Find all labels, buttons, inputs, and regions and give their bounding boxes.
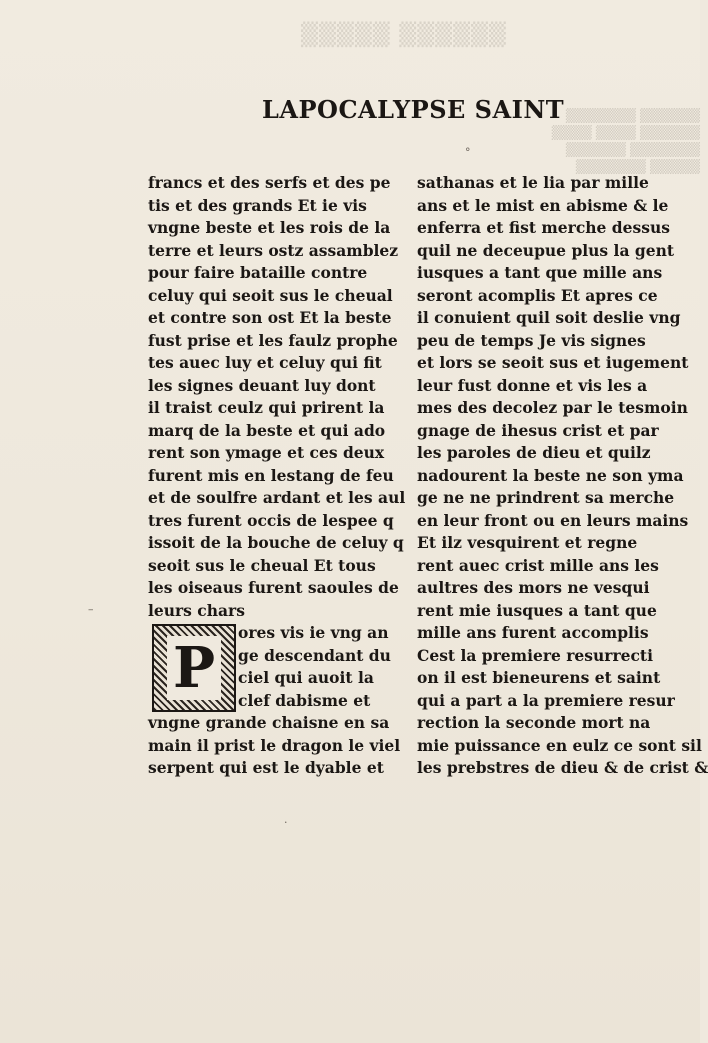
text-line: celuy qui seoit sus le cheual [148, 285, 393, 305]
text-line: rent auec crist mille ans les [417, 555, 659, 575]
text-line: quil ne deceupue plus la gent [417, 240, 675, 260]
text-line: seoit sus le cheual Et tous [148, 555, 376, 575]
text-line: vngne grande chaisne en sa [148, 713, 390, 732]
text-line: francs et des serfs et des pe [148, 173, 391, 192]
show-through-text: ▒▒▒▒▒▒ ▒▒▒▒▒▒▒ ▒▒▒▒▒▒ ▒▒▒▒ ▒▒▒▒ ▒▒▒▒▒▒▒ ▒▒▒▒▒▒ ▒▒▒▒▒ ▒▒▒▒▒▒▒ [551, 109, 700, 175]
running-head: LAPOCALYPSE SAINT [262, 95, 565, 124]
text-line: Et ilz vesquirent et regne [417, 533, 638, 552]
text-line: marq de la beste et qui ado [148, 420, 386, 440]
text-line: issoit de la bouche de celuy q [148, 533, 404, 552]
text-line: en leur front ou en leurs mains [417, 510, 689, 530]
text-line: terre et leurs ostz assamblez [148, 240, 399, 260]
text-line: gnage de ihesus crist et par [417, 420, 659, 440]
margin-mark: · [284, 816, 288, 829]
text-line: ge ne ne prindrent sa merche [417, 488, 675, 507]
text-line: Cest la premiere resurrecti [417, 645, 653, 665]
decorated-initial [152, 624, 236, 712]
text-line: aultres des mors ne vesqui [417, 578, 650, 597]
text-line: tes auec luy et celuy qui fit [148, 353, 382, 372]
text-line: et lors se seoit sus et iugement [417, 353, 689, 372]
text-line: ge descendant du [238, 645, 391, 665]
text-line: il traist ceulz qui prirent la [148, 398, 385, 417]
text-line: fust prise et les faulz prophe [148, 330, 398, 350]
initial-letter: P [167, 636, 221, 700]
text-line: qui a part a la premiere resur [417, 690, 675, 710]
text-line: les signes deuant luy dont [148, 375, 376, 395]
text-line: clef dabisme et [238, 690, 371, 710]
text-line: main il prist le dragon le viel [148, 735, 401, 755]
show-through-heading: ▒▒▒▒▒▒ ▒▒▒▒▒ [300, 22, 506, 48]
text-line: tres furent occis de lespee q [148, 510, 394, 530]
text-line: les prebstres de dieu & de crist & [417, 758, 708, 777]
text-line: mille ans furent accomplis [417, 623, 649, 642]
text-line: leurs chars [148, 600, 245, 620]
text-line: leur fust donne et vis les a [417, 375, 648, 395]
text-line: seront acomplis Et apres ce [417, 285, 658, 305]
margin-mark: – [88, 603, 94, 616]
text-line: rent mie iusques a tant que [417, 600, 657, 620]
text-line: tis et des grands Et ie vis [148, 195, 367, 215]
text-line: nadourent la beste ne son yma [417, 465, 684, 485]
text-line: serpent qui est le dyable et [148, 758, 384, 777]
text-line: furent mis en lestang de feu [148, 465, 394, 485]
text-line: pour faire bataille contre [148, 263, 368, 282]
initial-block [148, 622, 391, 712]
right-column [417, 172, 708, 780]
text-line: ores vis ie vng an [238, 623, 389, 642]
text-line: on il est bieneurens et saint [417, 668, 661, 687]
text-line: peu de temps Je vis signes [417, 330, 646, 350]
text-line: et contre son ost Et la beste [148, 308, 392, 327]
text-line: ciel qui auoit la [238, 668, 374, 687]
text-line: et de soulfre ardant et les aul [148, 488, 406, 507]
margin-mark: ° [465, 146, 471, 159]
text-line: mie puissance en eulz ce sont sil [417, 735, 702, 755]
text-line: les oiseaus furent saoules de [148, 578, 399, 597]
text-line: il conuient quil soit deslie vng [417, 308, 681, 327]
text-line: iusques a tant que mille ans [417, 263, 663, 282]
text-line: rent son ymage et ces deux [148, 443, 385, 462]
text-line: les paroles de dieu et quilz [417, 443, 651, 462]
left-column [148, 172, 406, 780]
text-line: enferra et fist merche dessus [417, 218, 670, 237]
text-line: ans et le mist en abisme & le [417, 195, 669, 215]
text-line: rection la seconde mort na [417, 713, 651, 732]
text-line: vngne beste et les rois de la [148, 218, 391, 237]
text-line: mes des decolez par le tesmoin [417, 398, 688, 417]
text-line: sathanas et le lia par mille [417, 173, 649, 192]
